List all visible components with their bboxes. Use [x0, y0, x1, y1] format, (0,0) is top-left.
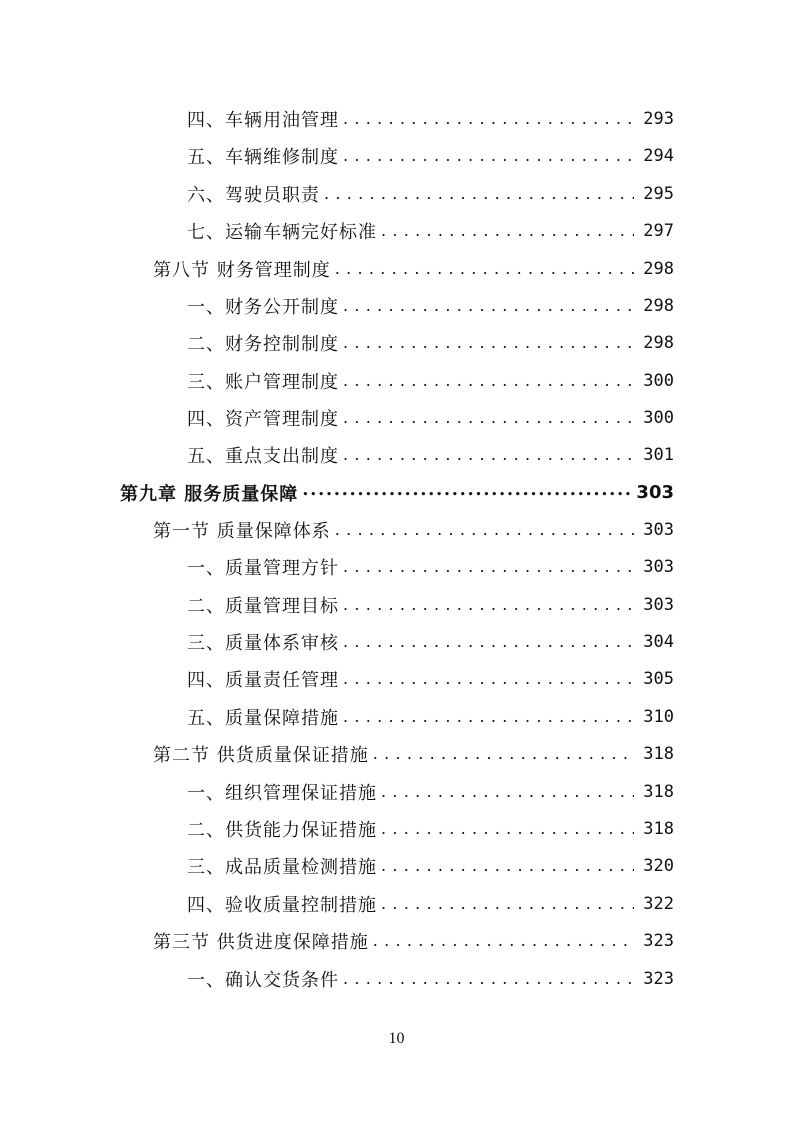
toc-entry[interactable]: [153, 250, 674, 287]
toc-entry-page: 295: [643, 183, 674, 204]
toc-entry[interactable]: [120, 474, 674, 511]
toc-entry-label: 第三节 供货进度保障措施: [153, 931, 369, 953]
toc-entry-page: 298: [643, 258, 674, 279]
toc-entry[interactable]: [187, 623, 674, 660]
dot-leader: [381, 782, 634, 802]
dot-leader: [335, 520, 634, 540]
dot-leader: [343, 408, 634, 428]
dot-leader: [343, 557, 634, 577]
toc-entry-page: 318: [643, 818, 674, 839]
toc-entry-label: 二、供货能力保证措施: [187, 819, 377, 841]
toc-entry-label: 五、车辆维修制度: [187, 146, 339, 168]
toc-entry-page: 323: [643, 930, 674, 951]
toc-entry-page: 293: [643, 108, 674, 129]
toc-entry[interactable]: [187, 660, 674, 697]
toc-entry[interactable]: [187, 698, 674, 735]
toc-entry[interactable]: [187, 810, 674, 847]
toc-entry-label: 二、财务控制制度: [187, 333, 339, 355]
toc-entry-label: 四、验收质量控制措施: [187, 894, 377, 916]
dot-leader: [343, 109, 634, 129]
toc-entry-page: 297: [643, 220, 674, 241]
toc-entry[interactable]: [187, 436, 674, 473]
toc-entry[interactable]: [187, 960, 674, 997]
dot-leader: [343, 632, 634, 652]
dot-leader: [343, 595, 634, 615]
toc-entry-page: 305: [643, 668, 674, 689]
toc-entry-label: 第八节 财务管理制度: [153, 259, 331, 281]
toc-entry[interactable]: [187, 324, 674, 361]
toc-entry-label: 四、质量责任管理: [187, 669, 339, 691]
toc-entry-page: 300: [643, 370, 674, 391]
toc-entry-label: 一、质量管理方针: [187, 557, 339, 579]
toc-entry-page: 303: [643, 519, 674, 540]
toc-entry-label: 三、质量体系审核: [187, 632, 339, 654]
dot-leader: [381, 856, 634, 876]
dot-leader: [343, 333, 634, 353]
toc-entry-page: 300: [643, 407, 674, 428]
toc-entry[interactable]: [187, 548, 674, 585]
toc-entry-page: 322: [643, 893, 674, 914]
toc-entry[interactable]: [187, 773, 674, 810]
toc-entry[interactable]: [187, 137, 674, 174]
toc-entry-page: 310: [643, 706, 674, 727]
toc-entry[interactable]: [153, 511, 674, 548]
toc-entry[interactable]: [187, 586, 674, 623]
toc-entry-label: 第二节 供货质量保证措施: [153, 744, 369, 766]
toc-entry-page: 303: [643, 556, 674, 577]
toc-entry-page: 298: [643, 295, 674, 316]
toc-entry-page: 303: [636, 482, 674, 503]
toc-entry[interactable]: [153, 735, 674, 772]
dot-leader: [343, 707, 634, 727]
toc-entry[interactable]: [187, 212, 674, 249]
toc-entry-label: 五、质量保障措施: [187, 707, 339, 729]
toc-entry[interactable]: [187, 885, 674, 922]
toc-entry[interactable]: [187, 287, 674, 324]
toc-entry-label: 二、质量管理目标: [187, 595, 339, 617]
dot-leader: [381, 221, 634, 241]
toc-entry-page: 304: [643, 631, 674, 652]
dot-leader: [343, 669, 634, 689]
toc-entry-label: 第九章 服务质量保障: [120, 483, 299, 505]
toc-entry-page: 294: [643, 145, 674, 166]
toc-entry-label: 第一节 质量保障体系: [153, 520, 331, 542]
toc-entry[interactable]: [153, 922, 674, 959]
toc-entry-page: 298: [643, 332, 674, 353]
dot-leader: [343, 371, 634, 391]
dot-leader: [324, 184, 634, 204]
toc-entry[interactable]: [187, 399, 674, 436]
dot-leader: [373, 931, 634, 951]
toc-entry-page: 318: [643, 743, 674, 764]
dot-leader: [343, 146, 634, 166]
toc-entry-label: 三、账户管理制度: [187, 371, 339, 393]
toc-entry-page: 323: [643, 968, 674, 989]
toc-entry-label: 一、确认交货条件: [187, 969, 339, 991]
toc-entry-page: 320: [643, 855, 674, 876]
toc-entry-page: 303: [643, 594, 674, 615]
dot-leader: [343, 445, 634, 465]
toc-entry[interactable]: [187, 100, 674, 137]
toc-entry[interactable]: [187, 175, 674, 212]
toc-entry-label: 三、成品质量检测措施: [187, 856, 377, 878]
toc-entry[interactable]: [187, 362, 674, 399]
dot-leader: [343, 969, 634, 989]
toc-entry-page: 301: [643, 444, 674, 465]
page-number: 10: [388, 1030, 405, 1047]
dot-leader: [343, 296, 634, 316]
dot-leader: [335, 259, 634, 279]
toc-entry-label: 一、财务公开制度: [187, 296, 339, 318]
toc-entry-label: 一、组织管理保证措施: [187, 782, 377, 804]
dot-leader: [381, 819, 634, 839]
toc-entry-label: 四、资产管理制度: [187, 408, 339, 430]
toc-entry[interactable]: [187, 847, 674, 884]
dot-leader: [373, 744, 634, 764]
toc-entry-page: 318: [643, 781, 674, 802]
toc-entry-label: 七、运输车辆完好标准: [187, 221, 377, 243]
toc-entry-label: 六、驾驶员职责: [187, 184, 320, 206]
toc-entry-label: 五、重点支出制度: [187, 445, 339, 467]
toc-entry-label: 四、车辆用油管理: [187, 109, 339, 131]
dot-leader: [302, 483, 630, 503]
dot-leader: [381, 894, 634, 914]
